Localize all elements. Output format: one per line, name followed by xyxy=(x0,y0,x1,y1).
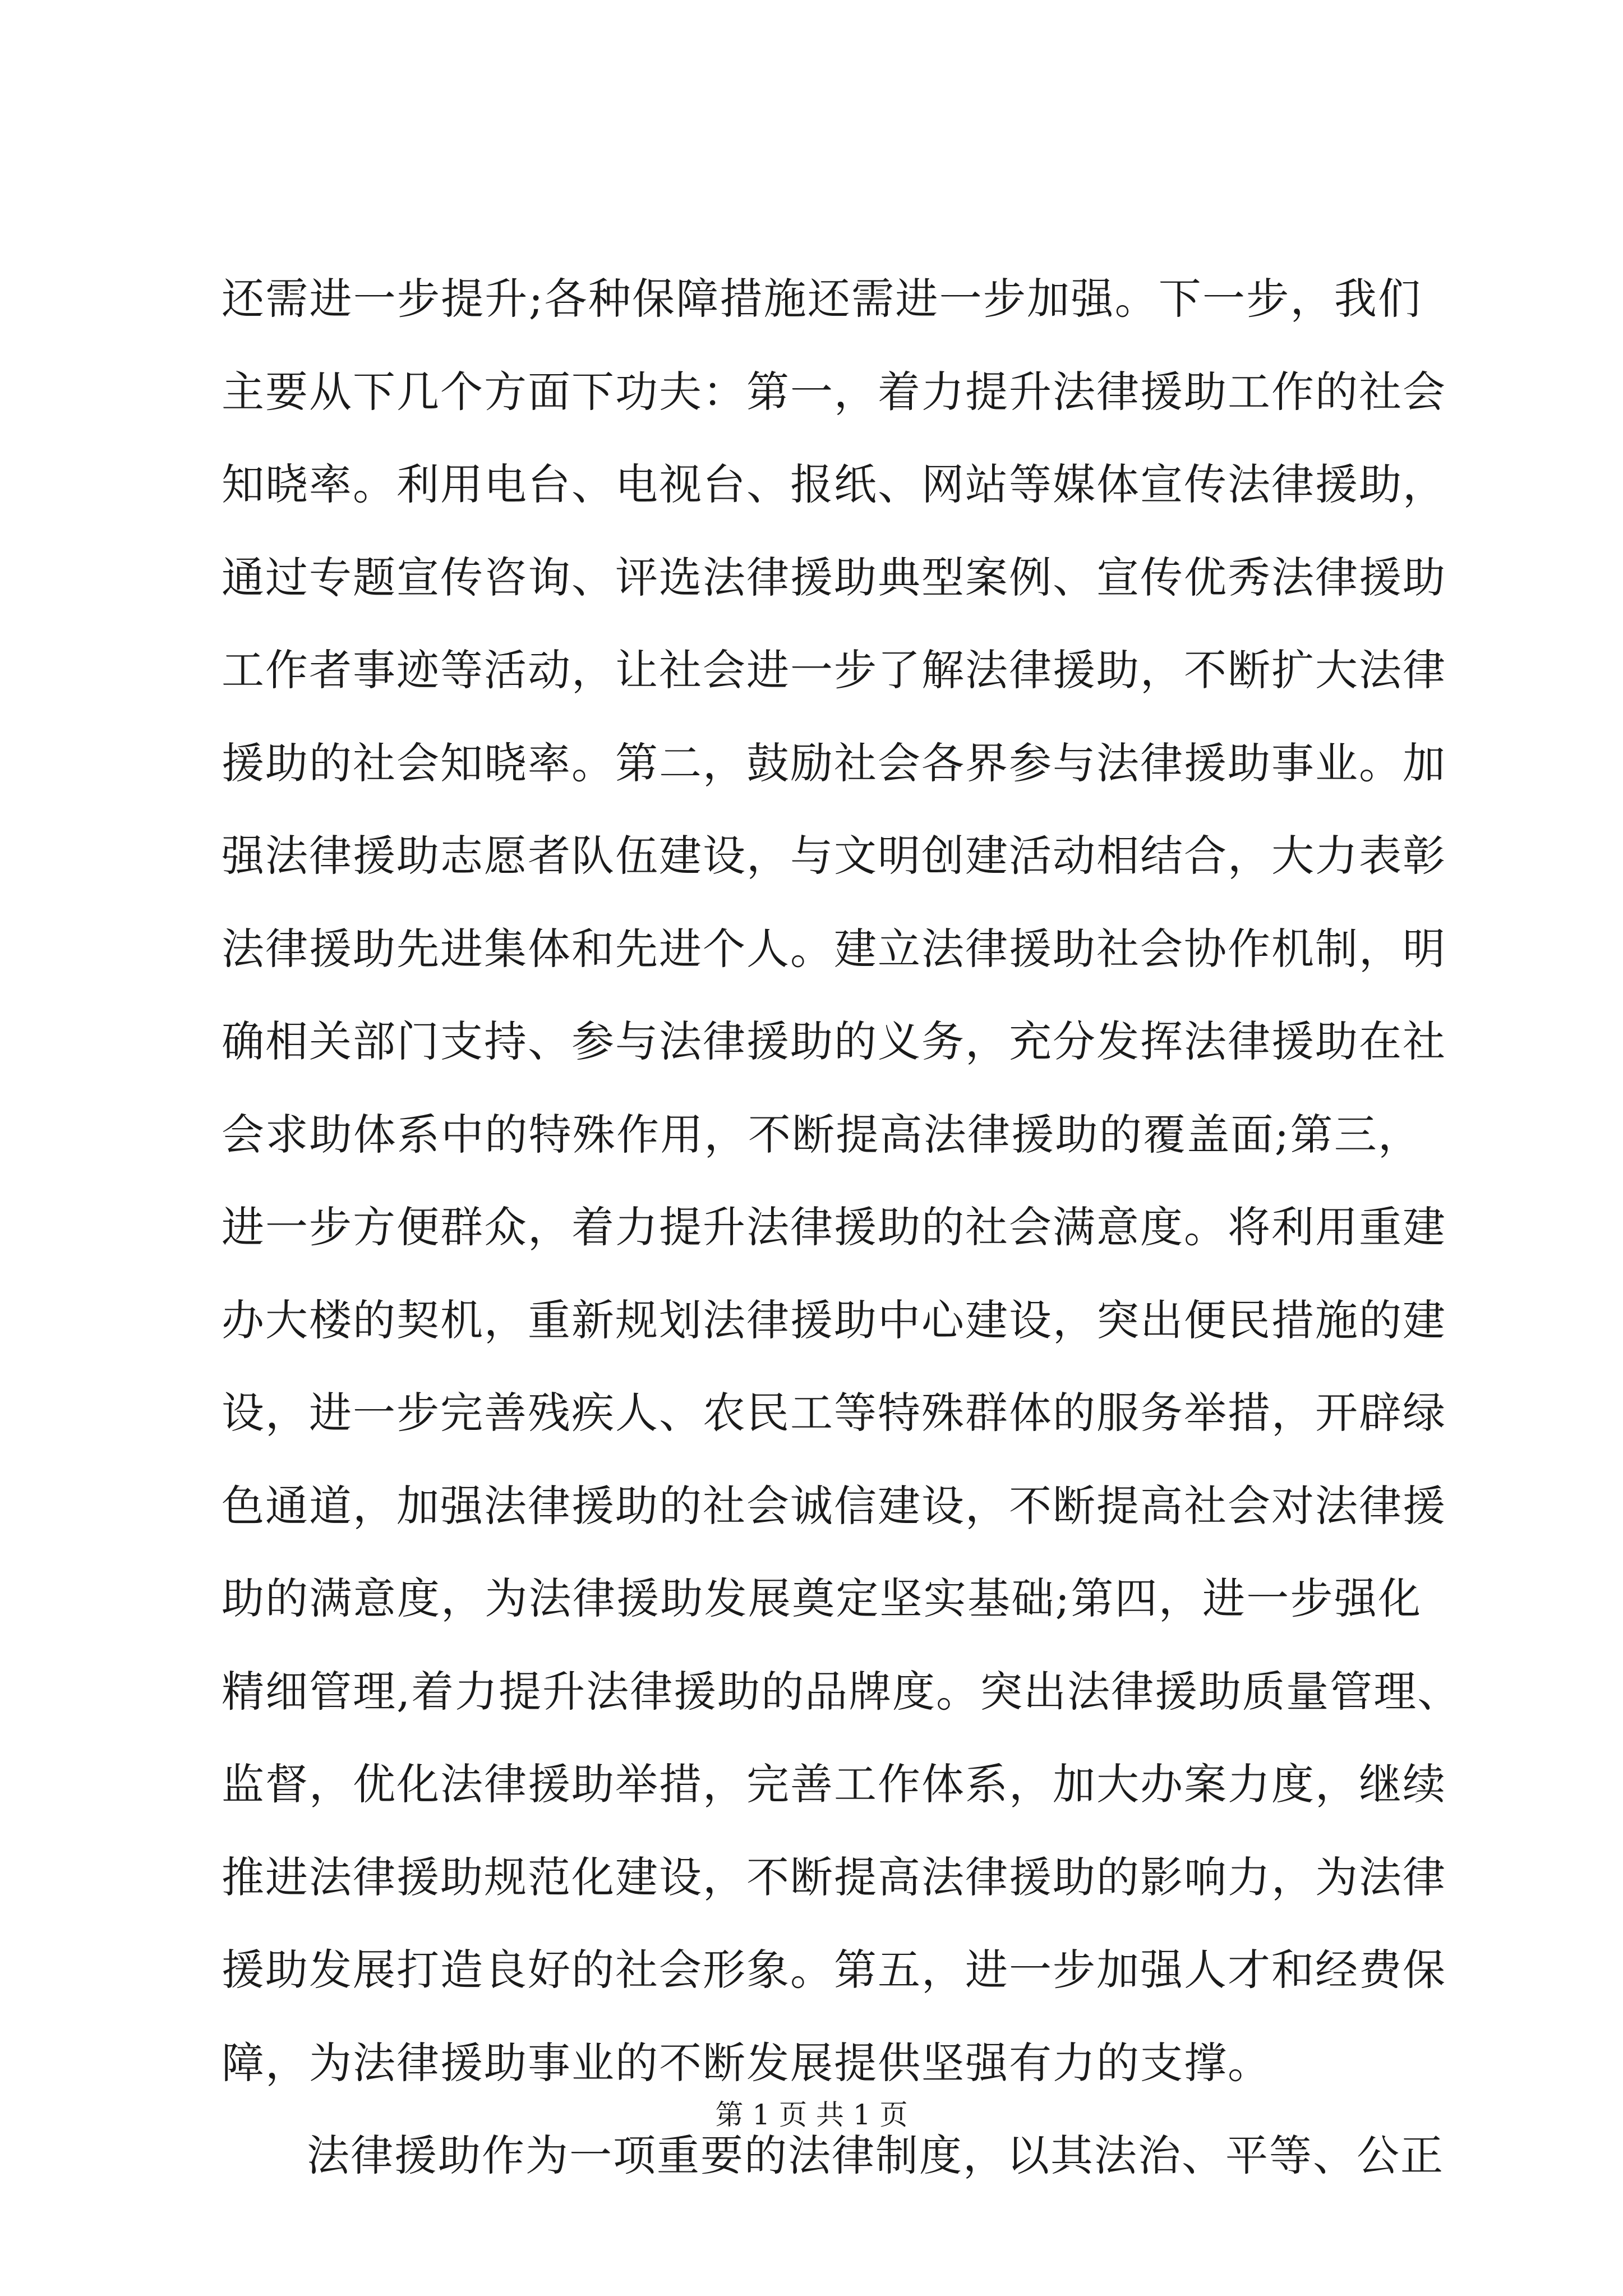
text-line: 确相关部门支持、参与法律援助的义务，充分发挥法律援助在社 xyxy=(222,1016,1446,1066)
text-line: 色通道，加强法律援助的社会诚信建设，不断提高社会对法律援 xyxy=(222,1480,1446,1531)
text-line: 强法律援助志愿者队伍建设，与文明创建活动相结合，大力表彰 xyxy=(222,831,1446,881)
text-line: 推进法律援助规范化建设，不断提高法律援助的影响力，为法律 xyxy=(222,1852,1446,1902)
text-line: 主要从下几个方面下功夫：第一，着力提升法律援助工作的社会 xyxy=(222,366,1446,417)
text-line: 会求助体系中的特殊作用，不断提高法律援助的覆盖面;第三， xyxy=(222,1109,1422,1159)
text-line: 办大楼的契机，重新规划法律援助中心建设，突出便民措施的建 xyxy=(222,1295,1446,1345)
text-line: 工作者事迹等活动，让社会进一步了解法律援助，不断扩大法律 xyxy=(222,645,1446,695)
text-line: 法律援助先进集体和先进个人。建立法律援助社会协作机制，明 xyxy=(222,923,1446,974)
text-line: 监督，优化法律援助举措，完善工作体系，加大办案力度，继续 xyxy=(222,1759,1446,1809)
text-line: 通过专题宣传咨询、评选法律援助典型案例、宣传优秀法律援助 xyxy=(222,552,1446,602)
text-line: 进一步方便群众，着力提升法律援助的社会满意度。将利用重建 xyxy=(222,1202,1446,1252)
page-number-label: 第 1 页 共 1 页 xyxy=(715,2099,908,2131)
text-line: 还需进一步提升;各种保障措施还需进一步加强。下一步，我们 xyxy=(222,274,1422,324)
text-line: 援助的社会知晓率。第二，鼓励社会各界参与法律援助事业。加 xyxy=(222,738,1446,788)
text-line: 知晓率。利用电台、电视台、报纸、网站等媒体宣传法律援助， xyxy=(222,459,1446,509)
text-line: 援助发展打造良好的社会形象。第五，进一步加强人才和经费保 xyxy=(222,1945,1446,1995)
text-line: 障，为法律援助事业的不断发展提供坚强有力的支撑。 xyxy=(222,2037,1271,2088)
text-line: 法律援助作为一项重要的法律制度，以其法治、平等、公正 xyxy=(307,2131,1444,2180)
text-line: 精细管理,着力提升法律援助的品牌度。突出法律援助质量管理、 xyxy=(222,1666,1461,1717)
paragraph-1 xyxy=(222,252,1461,2109)
page-footer xyxy=(0,2095,1623,2134)
text-line: 助的满意度，为法律援助发展奠定坚实基础;第四，进一步强化 xyxy=(222,1573,1422,1623)
document-body xyxy=(222,252,1461,2202)
text-line: 设，进一步完善残疾人、农民工等特殊群体的服务举措，开辟绿 xyxy=(222,1388,1446,1438)
